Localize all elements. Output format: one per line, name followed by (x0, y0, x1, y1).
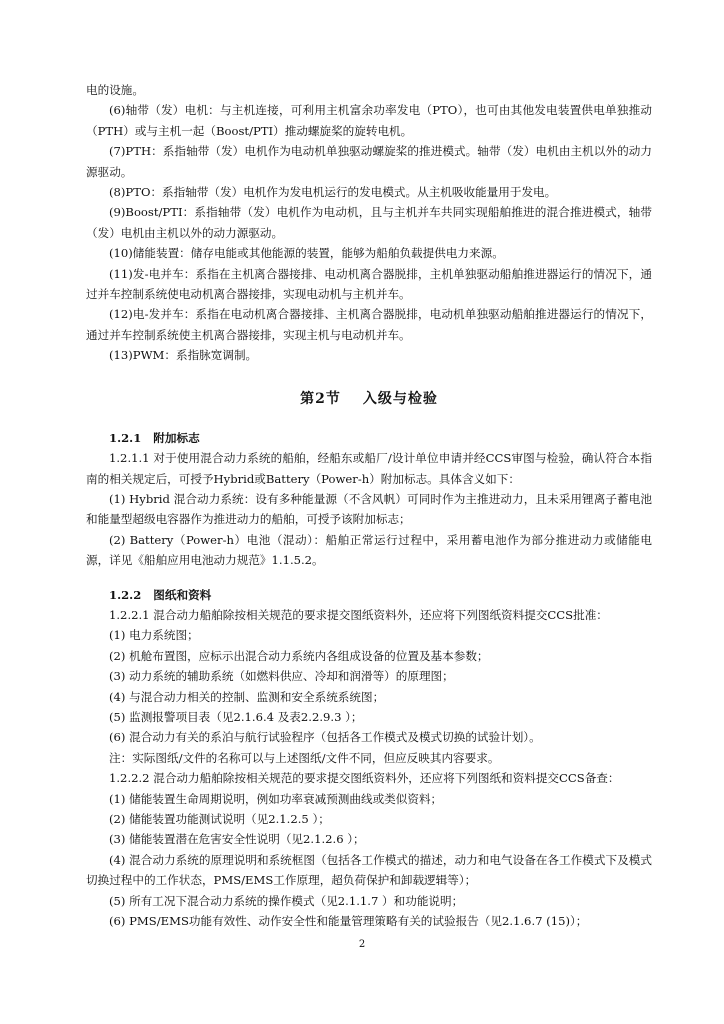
definition-item: (11)发-电并车：系指在主机离合器接排、电动机离合器脱排，主机单独驱动船舶推进器运行的情况下，通过并车控制系统使电动机离合器接排，实现电动机与主机并车。 (86, 266, 652, 302)
clause-1-2-2-2: 1.2.2.2 混合动力船舶除按相关规范的要求提交图纸资料外，还应将下列图纸和资料提交CCS备查： (109, 771, 620, 786)
definition-line: 电的设施。 (86, 83, 144, 97)
section-title: 入级与检验 (362, 390, 438, 407)
clause-item: (2) Battery（Power-h）电池（混动）：船舶正常运行过程中，采用蓄电池作为部分推进动力或储能电源，详见《船舶应用电池动力规范》1.1.5.2。 (86, 532, 652, 568)
list-item: (2) 机舱布置图，应标示出混合动力系统内各组成设备的位置及基本参数； (109, 648, 489, 663)
page-number: 2 (358, 939, 366, 950)
list-item: (3) 动力系统的辅助系统（如燃料供应、冷却和润滑等）的原理图； (109, 669, 454, 684)
subsection-number: 1.2.1 (109, 430, 142, 445)
definition-item: (12)电-发并车：系指在电动机离合器接排、主机离合器脱排，电动机单独驱动船舶推进器运行的情况下，通过并车控制系统使主机离合器接排，实现主机与电动机并车。 (86, 307, 652, 342)
list-item: (6) PMS/EMS功能有效性、动作安全性和能量管理策略有关的试验报告（见2.1.6.7 (15)）； (109, 914, 588, 929)
list-item: (3) 储能装置潜在危害安全性说明（见2.1.2.6 ）； (109, 832, 365, 847)
note: 注：实际图纸/文件的名称可以与上述图纸/文件不同，但应反映其内容要求。 (109, 750, 500, 765)
definition-item: (13)PWM：系指脉宽调制。 (109, 348, 258, 363)
subsection-heading-1-2-1 (86, 428, 652, 448)
clause-1-2-1-1: 1.2.1.1 对于使用混合动力系统的船舶，经船东或船厂/设计单位申请并经CCS审图与检验，确认符合本指南的相关规定后，可授予Hybrid或Battery（Power-h）附加标志。具体含义如下： (86, 451, 652, 486)
definition-item: (6)轴带（发）电机：与主机连接，可利用主机富余功率发电（PTO），也可由其他发电装置供电单独推动（PTH）或与主机一起（Boost/PTI）推动螺旋桨的旋转电机。 (86, 103, 652, 138)
subsection-heading-1-2-2 (86, 585, 652, 605)
list-item: (1) 储能装置生命周期说明，例如功率衰减预测曲线或类似资料； (109, 791, 443, 806)
definition-item: (9)Boost/PTI：系指轴带（发）电机作为电动机，且与主机并车共同实现船舶推进的混合推进模式，轴带（发）电机由主机以外的动力源驱动。 (86, 205, 652, 240)
list-item: (2) 储能装置功能测试说明（见2.1.2.5 ）； (109, 812, 330, 826)
list-item: (4) 混合动力系统的原理说明和系统框图（包括各工作模式的描述，动力和电气设备在各工作模式下及模式切换过程中的工作状态，PMS/EMS工作原理，超负荷保护和卸载逻辑等）； (86, 852, 652, 888)
subsection-number: 1.2.2 (109, 587, 142, 602)
subsection-title: 图纸和资料 (153, 587, 212, 602)
clause-item: (1) Hybrid 混合动力系统：设有多种能量源（不含风帆）可同时作为主推进动力，且未采用锂离子蓄电池和能量型超级电容器作为推进动力的船舶，可授予该附加标志； (86, 491, 652, 527)
list-item: (6) 混合动力有关的系泊与航行试验程序（包括各工作模式及模式切换的试验计划）。 (109, 730, 541, 745)
list-item: (5) 监测报警项目表（见2.1.6.4 及表2.2.9.3 ）； (109, 709, 363, 724)
definition-item: (10)储能装置：储存电能或其他能源的装置，能够为船舶负载提供电力来源。 (109, 246, 504, 261)
document-page (86, 80, 652, 931)
list-item: (1) 电力系统图； (109, 628, 199, 643)
clause-1-2-2-1: 1.2.2.1 混合动力船舶除按相关规范的要求提交图纸资料外，还应将下列图纸资料提交CCS批准： (109, 607, 608, 622)
list-item: (5) 所有工况下混合动力系统的操作模式（见2.1.1.7 ）和功能说明； (109, 893, 464, 908)
list-item: (4) 与混合动力相关的控制、监测和安全系统系统图； (109, 689, 385, 704)
section-heading (86, 388, 652, 408)
definition-item: (7)PTH：系指轴带（发）电机作为电动机单独驱动螺旋桨的推进模式。轴带（发）电机由主机以外的动力源驱动。 (86, 144, 652, 179)
section-number: 第2节 (300, 390, 341, 407)
definition-item: (8)PTO：系指轴带（发）电机作为发电机运行的发电模式。从主机吸收能量用于发电。 (109, 185, 557, 200)
subsection-title: 附加标志 (153, 430, 200, 445)
